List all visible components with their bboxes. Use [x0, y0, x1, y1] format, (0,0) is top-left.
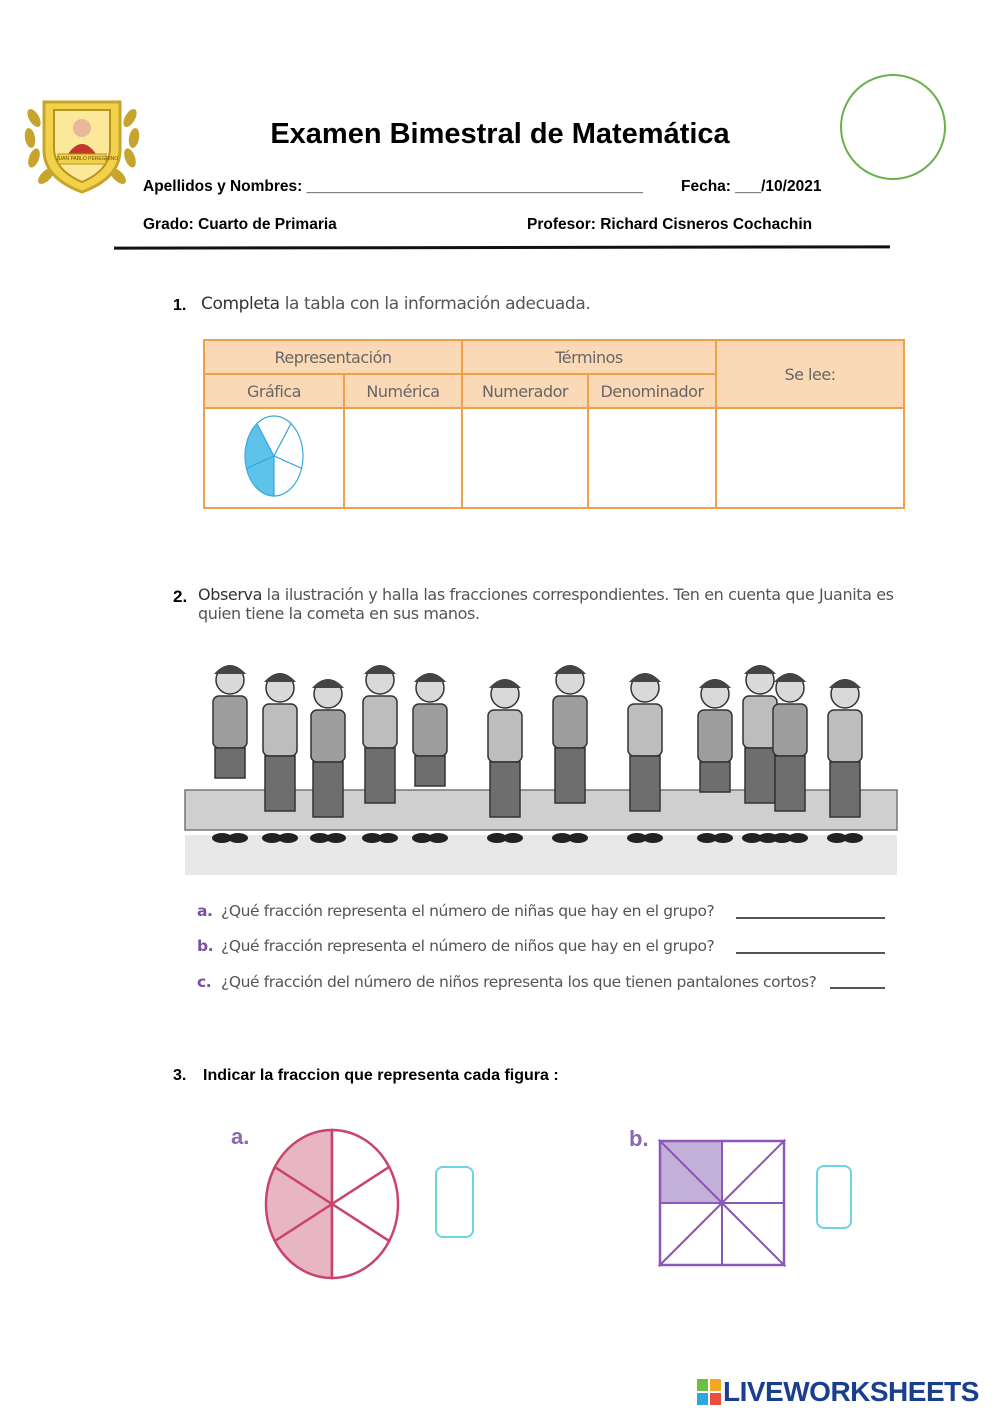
q2-item-b-letter: b.: [197, 937, 214, 955]
fraction-table: [203, 339, 905, 509]
q1-instruction: [201, 294, 590, 314]
q1-lead: Completa: [201, 294, 280, 314]
cell-denominador[interactable]: [588, 408, 716, 508]
q2-instruction: [198, 585, 894, 623]
fig-a-answer-box[interactable]: [435, 1166, 474, 1238]
page-title: Examen Bimestral de Matemática: [270, 118, 730, 150]
q2-item-c: [197, 973, 817, 991]
q2-answer-a[interactable]: [736, 917, 885, 919]
fig-b-answer-box[interactable]: [816, 1165, 852, 1229]
name-row: [143, 178, 822, 196]
q3-instruction: Indicar la fraccion que representa cada figura :: [203, 1067, 559, 1084]
q2-item-a-text: ¿Qué fracción representa el número de niñas que hay en el grupo?: [221, 902, 715, 920]
q1-text: la tabla con la información adecuada.: [279, 294, 591, 314]
cell-grafica: [204, 408, 344, 508]
watermark: [697, 1376, 979, 1408]
q2-text-line2: quien tiene la cometa en sus manos.: [198, 604, 480, 623]
cell-numerador[interactable]: [462, 408, 588, 508]
q2-text-line1: la ilustración y halla las fracciones correspondientes. Ten en cuenta que Juanita es: [261, 585, 894, 604]
cell-se-lee[interactable]: [716, 408, 904, 508]
q2-item-b-text: ¿Qué fracción representa el número de niños que hay en el grupo?: [221, 937, 715, 955]
grade-label: Grado: Cuarto de Primaria: [143, 216, 337, 233]
teacher-label: Profesor: Richard Cisneros Cochachin: [527, 216, 813, 233]
watermark-logo-icon: [697, 1379, 721, 1405]
header-denominador: Denominador: [588, 374, 716, 408]
cell-numerica[interactable]: [344, 408, 462, 508]
q2-item-c-text: ¿Qué fracción del número de niños representa los que tienen pantalones cortos?: [221, 973, 817, 991]
q1-number: 1.: [173, 297, 187, 314]
watermark-text: LIVEWORKSHEETS: [723, 1376, 979, 1407]
header-grafica: Gráfica: [204, 374, 344, 408]
q2-lead: Observa: [198, 585, 262, 604]
q2-item-a: [197, 902, 714, 920]
q2-item-b: [197, 937, 714, 955]
q2-answer-c[interactable]: [830, 987, 885, 989]
header-numerica: Numérica: [344, 374, 462, 408]
q2-item-a-letter: a.: [197, 902, 213, 920]
q2-item-c-letter: c.: [197, 973, 212, 991]
fig-b-square: [657, 1138, 787, 1274]
q1-pie-chart: [242, 414, 306, 498]
header-numerador: Numerador: [462, 374, 588, 408]
q3-number: 3.: [173, 1067, 187, 1084]
header-se-lee: Se lee:: [716, 340, 904, 408]
header-representacion: Representación: [204, 340, 462, 374]
logo-text: JUAN PABLO PEREGRINO: [56, 156, 119, 162]
q2-number: 2.: [173, 587, 188, 606]
fig-a-label: a.: [231, 1124, 250, 1149]
header-divider: [114, 245, 890, 249]
date-field-label: Fecha: ___/10/2021: [681, 178, 822, 195]
children-illustration: [185, 650, 897, 880]
q2-answer-b[interactable]: [736, 952, 885, 954]
fig-a-circle: [262, 1128, 402, 1280]
fig-b-label: b.: [629, 1126, 649, 1151]
name-field-label: Apellidos y Nombres: _______________________________________: [143, 178, 643, 195]
header-terminos: Términos: [462, 340, 716, 374]
